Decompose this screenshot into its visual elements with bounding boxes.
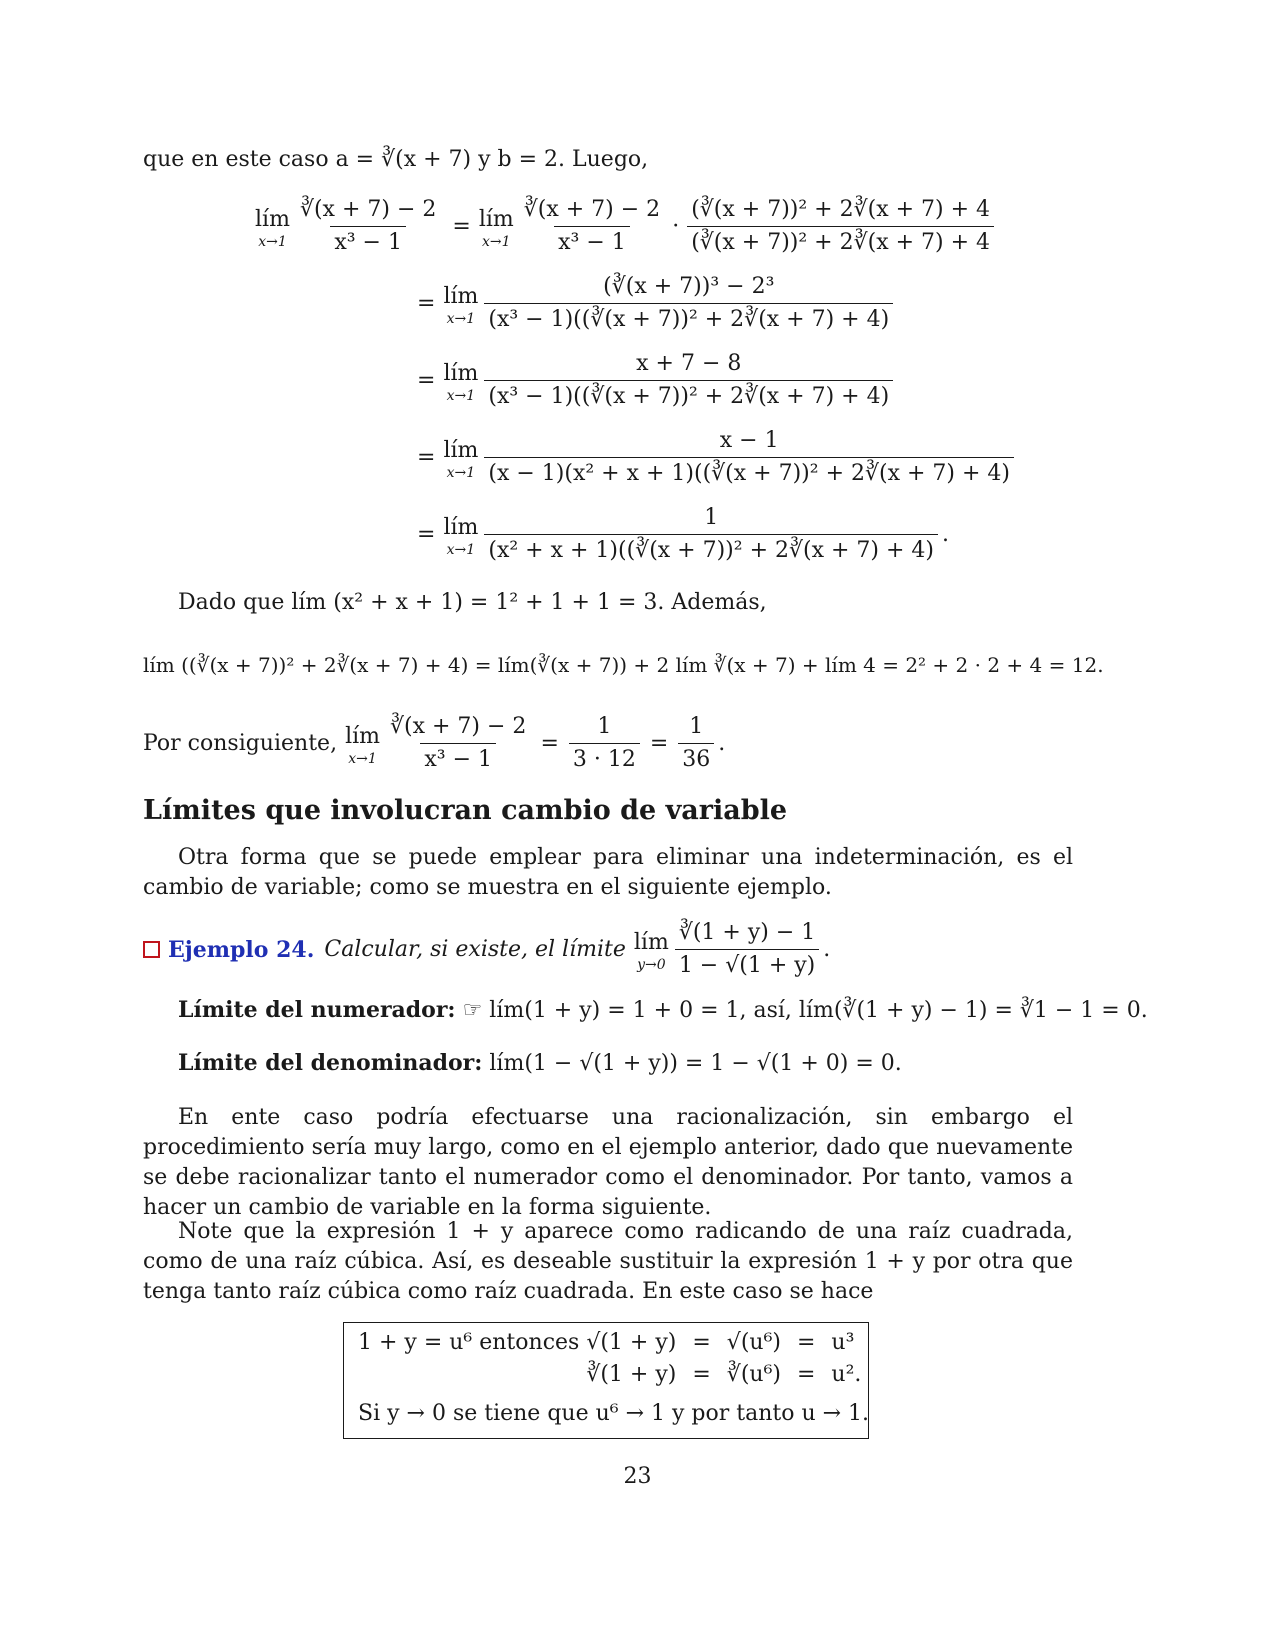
derivation-line-1: lím x→1 $\frac{∛(x + 7) - 2}{\text{x³ − 1}}$ = lím x→1 $\frac{∛(x + 7) - 2}{\text{x³ − 1}}$ · $\frac{\text{(∛(x + 7))² + 2∛(x + 7) + 4}}{\text{(∛(x + 7))² + 2∛(x + 7) + 4}}$ — [255, 195, 998, 258]
conclusion-line: Por consiguiente, lím x→1 $\frac{∛(x + 7) - 2}{\text{x³ − 1}}$ = $\frac{1}{3 \cdot 12}$ = $\frac{1}{36}$ . — [143, 712, 725, 775]
limit-operator: lím x→1 — [443, 514, 479, 558]
box-row3: Si y → 0 se tiene que u⁶ → 1 y por tanto u → 1. — [358, 1401, 870, 1426]
page-number: 23 — [623, 1464, 652, 1489]
limit-denominator-text: lím(1 − √(1 + y)) = 1 − √(1 + 0) = 0. — [489, 1051, 902, 1076]
example-line: Ejemplo 24. Calcular, si existe, el límite lím y→0 $\frac{∛(1 + y) - 1}{1 - √(1 + y)}$ . — [143, 918, 830, 981]
limit-denominator-line — [178, 1048, 902, 1079]
dado-que-line: Dado que lím (x² + x + 1) = 1² + 1 + 1 = 3. Además, — [178, 590, 767, 615]
step1-fraction-1: $\frac{∛(x + 7) - 2}{\text{x³ − 1}}$ — [520, 195, 664, 258]
step1-fraction-2: $\frac{\text{(∛(x + 7))² + 2∛(x + 7) + 4}}{\text{(∛(x + 7))² + 2∛(x + 7) + 4}}$ — [687, 195, 994, 258]
paragraph-racionalizacion: En ente caso podría efectuarse una racionalización, sin embargo el procedimiento sería muy largo, como en el ejemplo anterior, dado que nuevamente se debe racionalizar tanto el numerador como el denominador. Por tanto, vamos a hacer un cambio de variable en la forma siguiente. — [143, 1105, 1073, 1220]
derivation-line-2: = lím x→1 $\frac{\text{(∛(x + 7))³ − 2³}}{\text{(x³ − 1)((∛(x + 7))² + 2∛(x + 7) + 4)}}$ — [417, 272, 897, 335]
checkbox-square-icon — [143, 941, 160, 958]
example-fraction: $\frac{∛(1 + y) - 1}{1 - √(1 + y)}$ — [675, 918, 819, 981]
limit-numerator-label: Límite del numerador: — [178, 997, 456, 1023]
ademas-line: lím ((∛(x + 7))² + 2∛(x + 7) + 4) = lím(∛(x + 7)) + 2 lím ∛(x + 7) + lím 4 = 2² + 2 · 2 + 4 = 12. — [143, 653, 1104, 677]
example-label: Ejemplo 24. — [168, 936, 315, 963]
step4-fraction: $\frac{x - 1}{\text{(x − 1)(x² + x + 1)((∛(x + 7))² + 2∛(x + 7) + 4)}}$ — [484, 426, 1014, 489]
conclusion-result-fraction: $\frac{1}{36}$ — [678, 712, 714, 775]
limit-operator: lím x→1 — [478, 206, 514, 250]
box-row2-lhs: ∛(1 + y) — [586, 1362, 677, 1387]
limit-operator: lím x→1 — [443, 360, 479, 404]
conclusion-prefix: Por consiguiente, — [143, 730, 338, 756]
paragraph-sustitucion: Note que la expresión 1 + y aparece como radicando de una raíz cuadrada, como de una raíz cúbica. Así, es deseable sustituir la expresión 1 + y por otra que tenga tanto raíz cúbica como raíz cuadrada. En este caso se hace — [143, 1219, 1073, 1304]
box-row1-rhs: u³ — [831, 1330, 855, 1355]
limit-operator: lím x→1 — [443, 283, 479, 327]
substitution-box — [343, 1322, 869, 1439]
limit-numerator-line — [178, 995, 1148, 1026]
limit-denominator-label: Límite del denominador: — [178, 1050, 483, 1076]
derivation-line-5: = lím x→1 $\frac{1}{\text{(x² + x + 1)((∛(x + 7))² + 2∛(x + 7) + 4)}}$ . — [417, 503, 949, 566]
box-row2-eq1: = — [692, 1362, 711, 1387]
limit-operator: lím y→0 — [633, 929, 669, 973]
limit-operator: lím x→1 — [345, 723, 380, 767]
step2-fraction: $\frac{\text{(∛(x + 7))³ − 2³}}{\text{(x³ − 1)((∛(x + 7))² + 2∛(x + 7) + 4)}}$ — [484, 272, 893, 335]
conclusion-fraction: $\frac{∛(x + 7) - 2}{\text{x³ − 1}}$ — [386, 712, 530, 775]
lhs-fraction: $\frac{∛(x + 7) - 2}{\text{x³ − 1}}$ — [296, 195, 440, 258]
step3-fraction: $\frac{x + 7 - 8}{\text{(x³ − 1)((∛(x + 7))² + 2∛(x + 7) + 4)}}$ — [484, 349, 893, 412]
step5-fraction: $\frac{1}{\text{(x² + x + 1)((∛(x + 7))² + 2∛(x + 7) + 4)}}$ — [484, 503, 938, 566]
derivation-line-3: = lím x→1 $\frac{x + 7 - 8}{\text{(x³ − 1)((∛(x + 7))² + 2∛(x + 7) + 4)}}$ — [417, 349, 897, 412]
box-row1-lhs: 1 + y = u⁶ entonces √(1 + y) — [358, 1330, 677, 1355]
pointing-hand-icon: ☞ — [462, 998, 483, 1023]
conclusion-mid-fraction: $\frac{1}{3 \cdot 12}$ — [569, 712, 640, 775]
box-row2-mid: ∛(u⁶) — [726, 1362, 781, 1387]
intro-line: que en este caso a = ∛(x + 7) y b = 2. Luego, — [143, 147, 649, 172]
box-row2-rhs: u². — [831, 1362, 862, 1387]
box-row1-eq2: = — [796, 1330, 816, 1355]
box-row1-mid: √(u⁶) — [726, 1330, 781, 1355]
limit-operator: lím x→1 — [443, 437, 479, 481]
example-text: Calcular, si existe, el límite — [324, 936, 626, 962]
section-title: Límites que involucran cambio de variable — [143, 795, 788, 826]
limit-operator: lím x→1 — [255, 206, 290, 250]
derivation-line-4: = lím x→1 $\frac{x - 1}{\text{(x − 1)(x² + x + 1)((∛(x + 7))² + 2∛(x + 7) + 4)}}$ — [417, 426, 1018, 489]
box-row1-eq1: = — [692, 1330, 711, 1355]
box-row2-eq2: = — [796, 1362, 816, 1387]
paragraph-intro: Otra forma que se puede emplear para eliminar una indeterminación, es el cambio de variable; como se muestra en el siguiente ejemplo. — [143, 845, 1073, 900]
limit-numerator-text: lím(1 + y) = 1 + 0 = 1, así, lím(∛(1 + y) − 1) = ∛1 − 1 = 0. — [489, 998, 1148, 1023]
